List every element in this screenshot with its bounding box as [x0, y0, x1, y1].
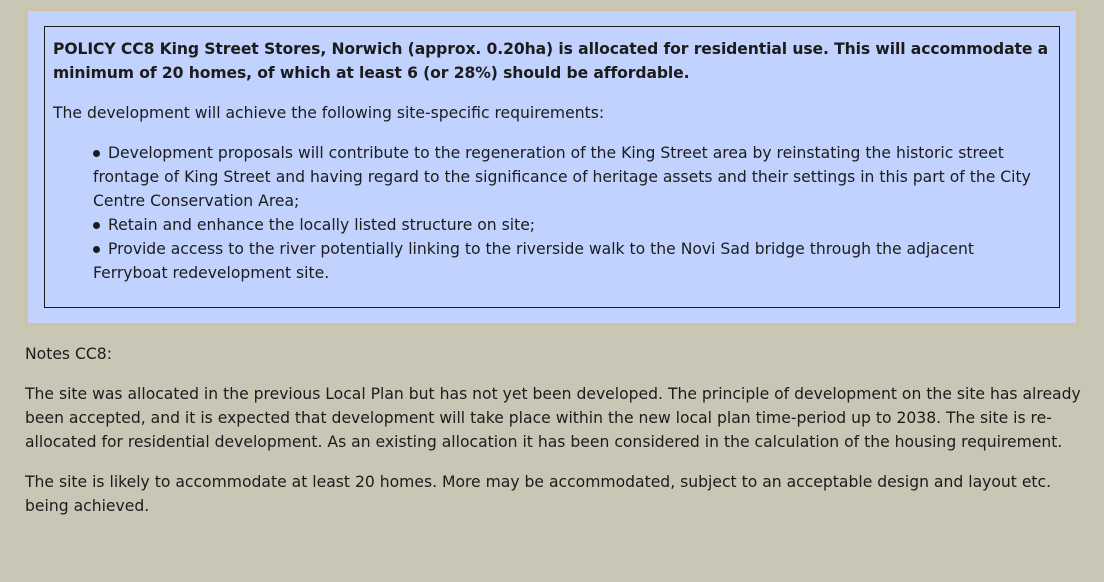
requirement-item: [93, 237, 1051, 285]
policy-inner-frame: [44, 26, 1060, 308]
notes-section: [25, 342, 1081, 534]
requirement-text: Retain and enhance the locally listed structure on site;: [108, 216, 536, 234]
notes-title: Notes CC8:: [25, 345, 112, 363]
notes-paragraph: The site was allocated in the previous Local Plan but has not yet been developed. The principle of development on the site has already been accepted, and it is expected that development will take place within the new local plan time-period up to 2038. The site is re-allocated for residential development. As an existing allocation it has been considered in the calculation of the housing requirement.: [25, 385, 1081, 451]
requirement-item: [93, 213, 1051, 237]
requirement-text: Development proposals will contribute to the regeneration of the King Street area by reinstating the historic street frontage of King Street and having regard to the significance of heritage assets and their settings in this part of the City Centre Conservation Area;: [93, 144, 1031, 210]
notes-paragraph: The site is likely to accommodate at least 20 homes. More may be accommodated, subject to an acceptable design and layout etc. being achieved.: [25, 473, 1052, 515]
policy-box: [25, 8, 1079, 326]
requirements-list: [53, 141, 1051, 285]
requirement-item: [93, 141, 1051, 213]
policy-intro: The development will achieve the following site-specific requirements:: [53, 104, 605, 122]
policy-heading: POLICY CC8 King Street Stores, Norwich (approx. 0.20ha) is allocated for residential use. This will accommodate a minimum of 20 homes, of which at least 6 (or 28%) should be affordable.: [53, 40, 1049, 82]
requirement-text: Provide access to the river potentially linking to the riverside walk to the Novi Sad bridge through the adjacent Ferryboat redevelopment site.: [93, 240, 975, 282]
